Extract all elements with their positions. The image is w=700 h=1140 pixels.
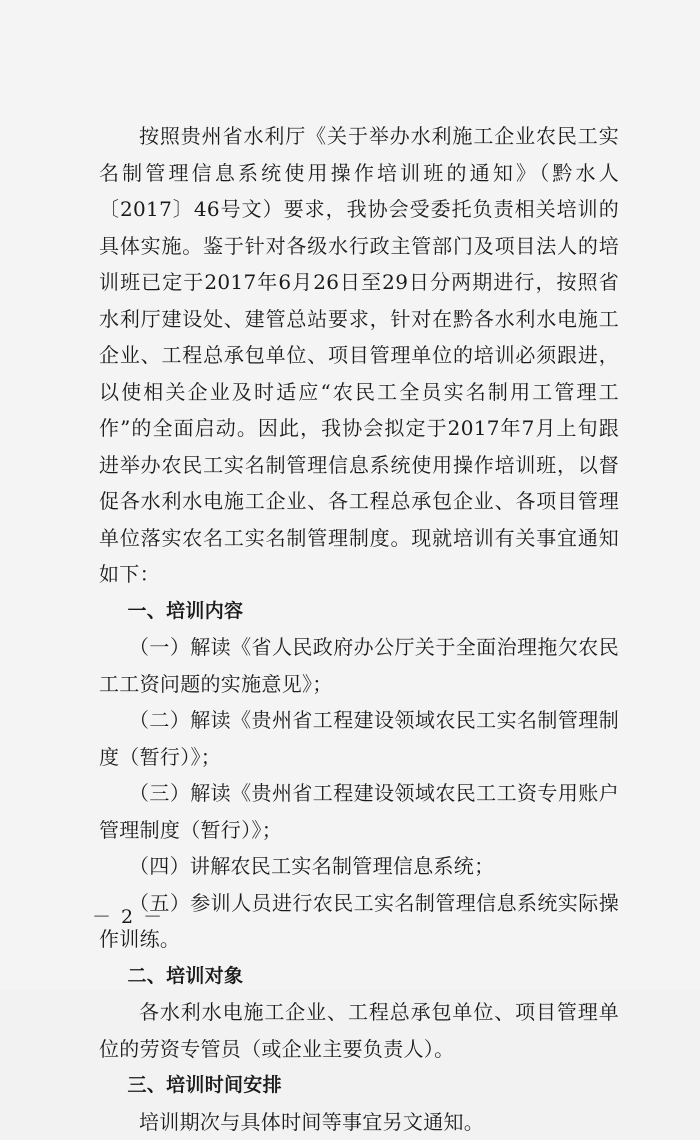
- section-heading-training-target: 二、培训对象: [99, 958, 619, 995]
- intro-paragraph: 按照贵州省水利厅《关于举办水利施工企业农民工实名制管理信息系统使用操作培训班的通知》（黔水人〔2017〕46号文）要求，我协会受委托负责相关培训的具体实施。鉴于针对各级水行政主管部门及项目法人的培训班已定于2017年6月26日至29日分两期进行，按照省水利厅建设处、建管总站要求，针对在黔各水利水电施工企业、工程总承包单位、项目管理单位的培训必须跟进，以使相关企业及时适应“农民工全员实名制用工管理工作”的全面启动。因此，我协会拟定于2017年7月上旬跟进举办农民工实名制管理信息系统使用操作培训班，以督促各水利水电施工企业、各工程总承包企业、各项目管理单位落实农名工实名制管理制度。现就培训有关事宜通知如下：: [99, 118, 619, 593]
- document-body: [99, 118, 619, 1140]
- content-item-2: （二）解读《贵州省工程建设领域农民工实名制管理制度（暂行）》；: [99, 702, 619, 775]
- content-item-5: （五）参训人员进行农民工实名制管理信息系统实际操作训练。: [99, 885, 619, 958]
- content-item-3: （三）解读《贵州省工程建设领域农民工工资专用账户管理制度（暂行）》；: [99, 775, 619, 848]
- training-schedule-paragraph: 培训期次与具体时间等事宜另文通知。: [99, 1104, 619, 1140]
- section-heading-training-content: 一、培训内容: [99, 593, 619, 630]
- content-item-4: （四）讲解农民工实名制管理信息系统；: [99, 848, 619, 885]
- training-target-paragraph: 各水利水电施工企业、工程总承包单位、项目管理单位的劳资专管员（或企业主要负责人）。: [99, 994, 619, 1067]
- section-heading-training-schedule: 三、培训时间安排: [99, 1067, 619, 1104]
- content-item-1: （一）解读《省人民政府办公厅关于全面治理拖欠农民工工资问题的实施意见》；: [99, 629, 619, 702]
- page-number: － 2 －: [92, 902, 164, 929]
